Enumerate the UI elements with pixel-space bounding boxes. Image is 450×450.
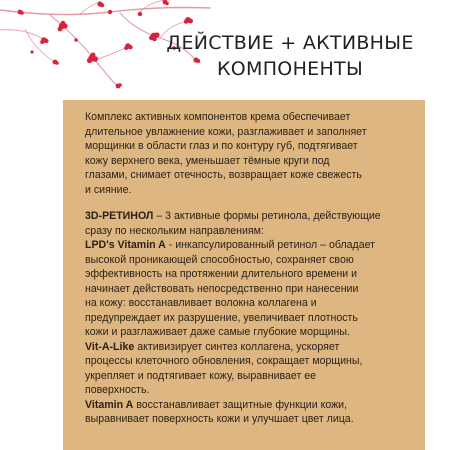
vitamin-a-term: Vitamin A [85, 398, 134, 411]
page-title-line-2: КОМПОНЕНТЫ [216, 58, 364, 80]
intro-paragraph [85, 110, 411, 197]
retinol-line: сразу по нескольким направлениям: [85, 224, 264, 237]
intro-line: глазами, снимает отечность, возвращает коже свежесть [85, 169, 362, 181]
page-title [150, 30, 430, 82]
lpd-line: высокой проникающей способностью, сохраняет свою [85, 253, 354, 266]
intro-line: морщинки в области глаз и по контуру губ, подтягивает [85, 140, 358, 152]
lpd-line: эффективность на протяжении длительного времени и [85, 268, 358, 280]
lpd-line: на кожу: восстанавливает волокна коллагена и [85, 297, 317, 309]
intro-line: Комплекс активных компонентов крема обеспечивает [85, 111, 351, 123]
vitamin-a-line [85, 398, 411, 413]
vit-a-like-description: активизирует синтез коллагена, ускоряет [134, 340, 340, 353]
retinol-description: – 3 активные формы ретинола, действующие [153, 210, 381, 222]
lpd-line: кожи и разглаживает даже самые глубокие морщины. [85, 326, 350, 338]
page-title-line-1: ДЕЙСТВИЕ + АКТИВНЫЕ [166, 32, 414, 54]
ingredients-list [85, 209, 411, 427]
retinol-term: 3D-РЕТИНОЛ [85, 210, 154, 222]
lpd-line: предупреждает их разрушение, увеличивает плотность [85, 311, 358, 324]
lpd-line [85, 238, 411, 253]
lpd-line: начинает действовать непосредственно при нанесении [85, 282, 359, 295]
vit-a-like-line: укрепляет и подтягивает кожу, выравнивает ее [85, 369, 317, 382]
intro-line: длительное увлажнение кожи, разглаживает и заполняет [85, 125, 367, 138]
vit-a-like-term: Vit-A-Like [85, 340, 135, 353]
vit-a-like-line [85, 340, 411, 355]
vit-a-like-line: процессы клеточного обновления, сокращает морщины, [85, 355, 363, 367]
ingredients-panel [63, 100, 425, 450]
vitamin-a-description: восстанавливает защитные функции кожи, [133, 398, 348, 411]
intro-line: кожу верхнего века, уменьшает тёмные круги под [85, 154, 330, 167]
intro-line: и сияние. [85, 183, 132, 196]
vitamin-a-line: выравнивает поверхность кожи и улучшает цвет лица. [85, 413, 354, 425]
lpd-term: LPD's Vitamin A [85, 239, 166, 251]
vit-a-like-line: поверхность. [85, 384, 150, 396]
retinol-line [85, 209, 411, 224]
lpd-description: - инкапсулированный ретинол – обладает [165, 239, 376, 251]
